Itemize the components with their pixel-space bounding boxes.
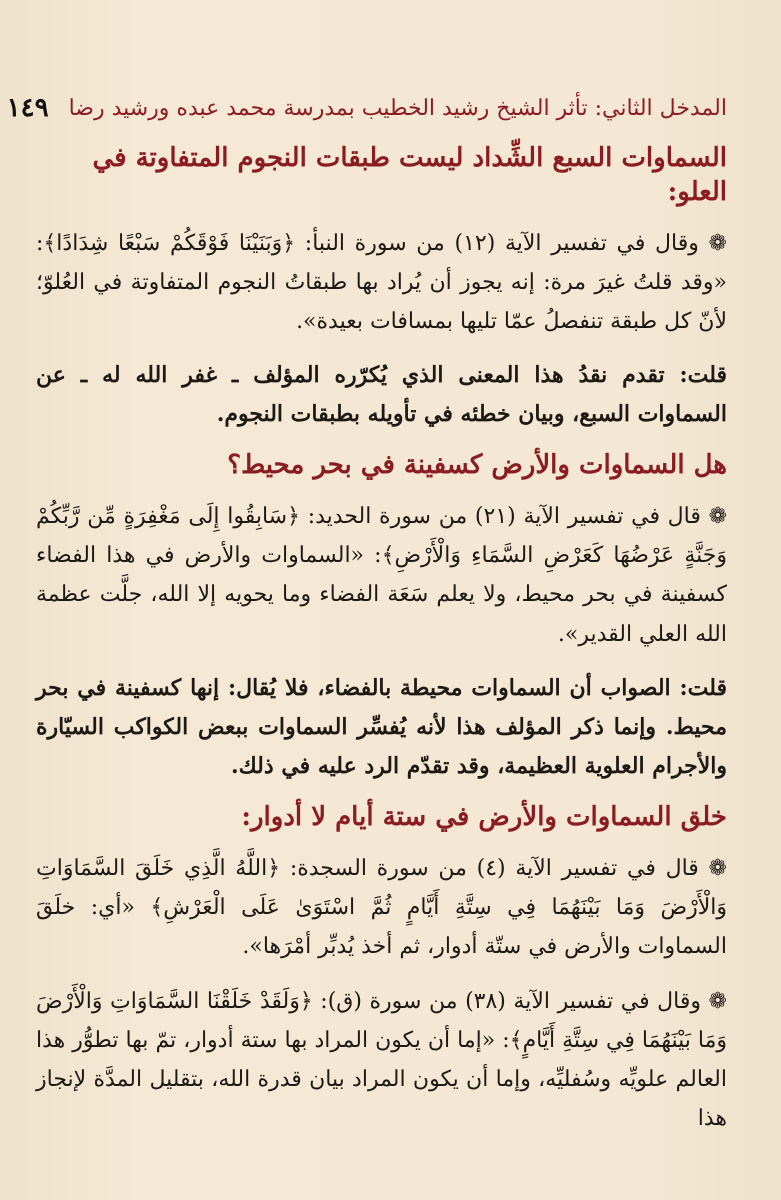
- paragraph: ❁ وقال في تفسير الآية (١٢) من سورة النبأ: ﴿وَبَنَيْنَا فَوْقَكُمْ سَبْعًا شِدَادًا﴾: «وقد قلتُ غيرَ مرة: إنه يجوز أن يُراد بها طبقاتُ النجوم المتفاوتة في العُلوّ؛ لأنّ كل طبقة تنفصلُ عمّا تليها بمسافات بعيدة».: [36, 230, 727, 334]
- paragraph: ❁ وقال في تفسير الآية (٣٨) من سورة (ق): ﴿وَلَقَدْ خَلَقْنَا السَّمَاوَاتِ وَالْأَرْضَ وَمَا بَيْنَهُمَا فِي سِتَّةِ أَيَّامٍ﴾: «إما أن يكون المراد بها ستة أدوار، تمّ بها تطوُّر هذا العالم علويِّه وسُفليِّه، وإما أن يكون المراد بيان قدرة الله، بتقليل المدَّة لإنجاز هذا: [36, 988, 727, 1131]
- section-seven-heavens: [36, 142, 727, 434]
- page-number: ١٤٩: [6, 93, 49, 123]
- section-ship-sea: [36, 449, 727, 786]
- running-title: المدخل الثاني: تأثر الشيخ رشيد الخطيب بمدرسة محمد عبده ورشيد رضا: [68, 95, 727, 121]
- paragraph: ❁ قال في تفسير الآية (٤) من سورة السجدة: ﴿اللَّهُ الَّذِي خَلَقَ السَّمَاوَاتِ وَالْأَرْضَ وَمَا بَيْنَهُمَا فِي سِتَّةِ أَيَّامٍ ثُمَّ اسْتَوَىٰ عَلَى الْعَرْشِ﴾ «أي: خلَقَ السماوات والأرض في ستّة أدوار، ثم أخذ يُدبِّر أمْرَها».: [36, 856, 727, 960]
- section-six-days: [36, 801, 727, 1138]
- section-heading: هل السماوات والأرض كسفينة في بحر محيط؟: [227, 450, 727, 481]
- section-heading: السماوات السبع الشِّداد ليست طبقات النجوم المتفاوتة في العلو:: [92, 143, 727, 207]
- paragraph: ❁ قال في تفسير الآية (٢١) من سورة الحديد: ﴿سَابِقُوا إِلَى مَغْفِرَةٍ مِّن رَّبِّكُمْ وَجَنَّةٍ عَرْضُهَا كَعَرْضِ السَّمَاءِ وَالْأَرْضِ﴾: «السماوات والأرض في هذا الفضاء كسفينة في بحر محيط، ولا يعلم سَعَة الفضاء وما يحويه إلا الله، جلَّت عظمة الله العلي القدير».: [36, 504, 728, 647]
- section-heading: خلق السماوات والأرض في ستة أيام لا أدوار:: [241, 802, 727, 833]
- paragraph: قلت: الصواب أن السماوات محيطة بالفضاء، فلا يُقال: إنها كسفينة في بحر محيط. وإنما ذكر المؤلف هذا لأنه يُفسِّر السماوات ببعض الكواكب السيّارة والأجرام العلوية العظيمة، وقد تقدّم الرد عليه في ذلك.: [36, 674, 727, 780]
- paragraph: قلت: تقدم نقدُ هذا المعنى الذي يُكرّره المؤلف ـ غفر الله له ـ عن السماوات السبع، وبيان خطئه في تأويله بطبقات النجوم.: [36, 362, 727, 428]
- running-head: [6, 82, 727, 134]
